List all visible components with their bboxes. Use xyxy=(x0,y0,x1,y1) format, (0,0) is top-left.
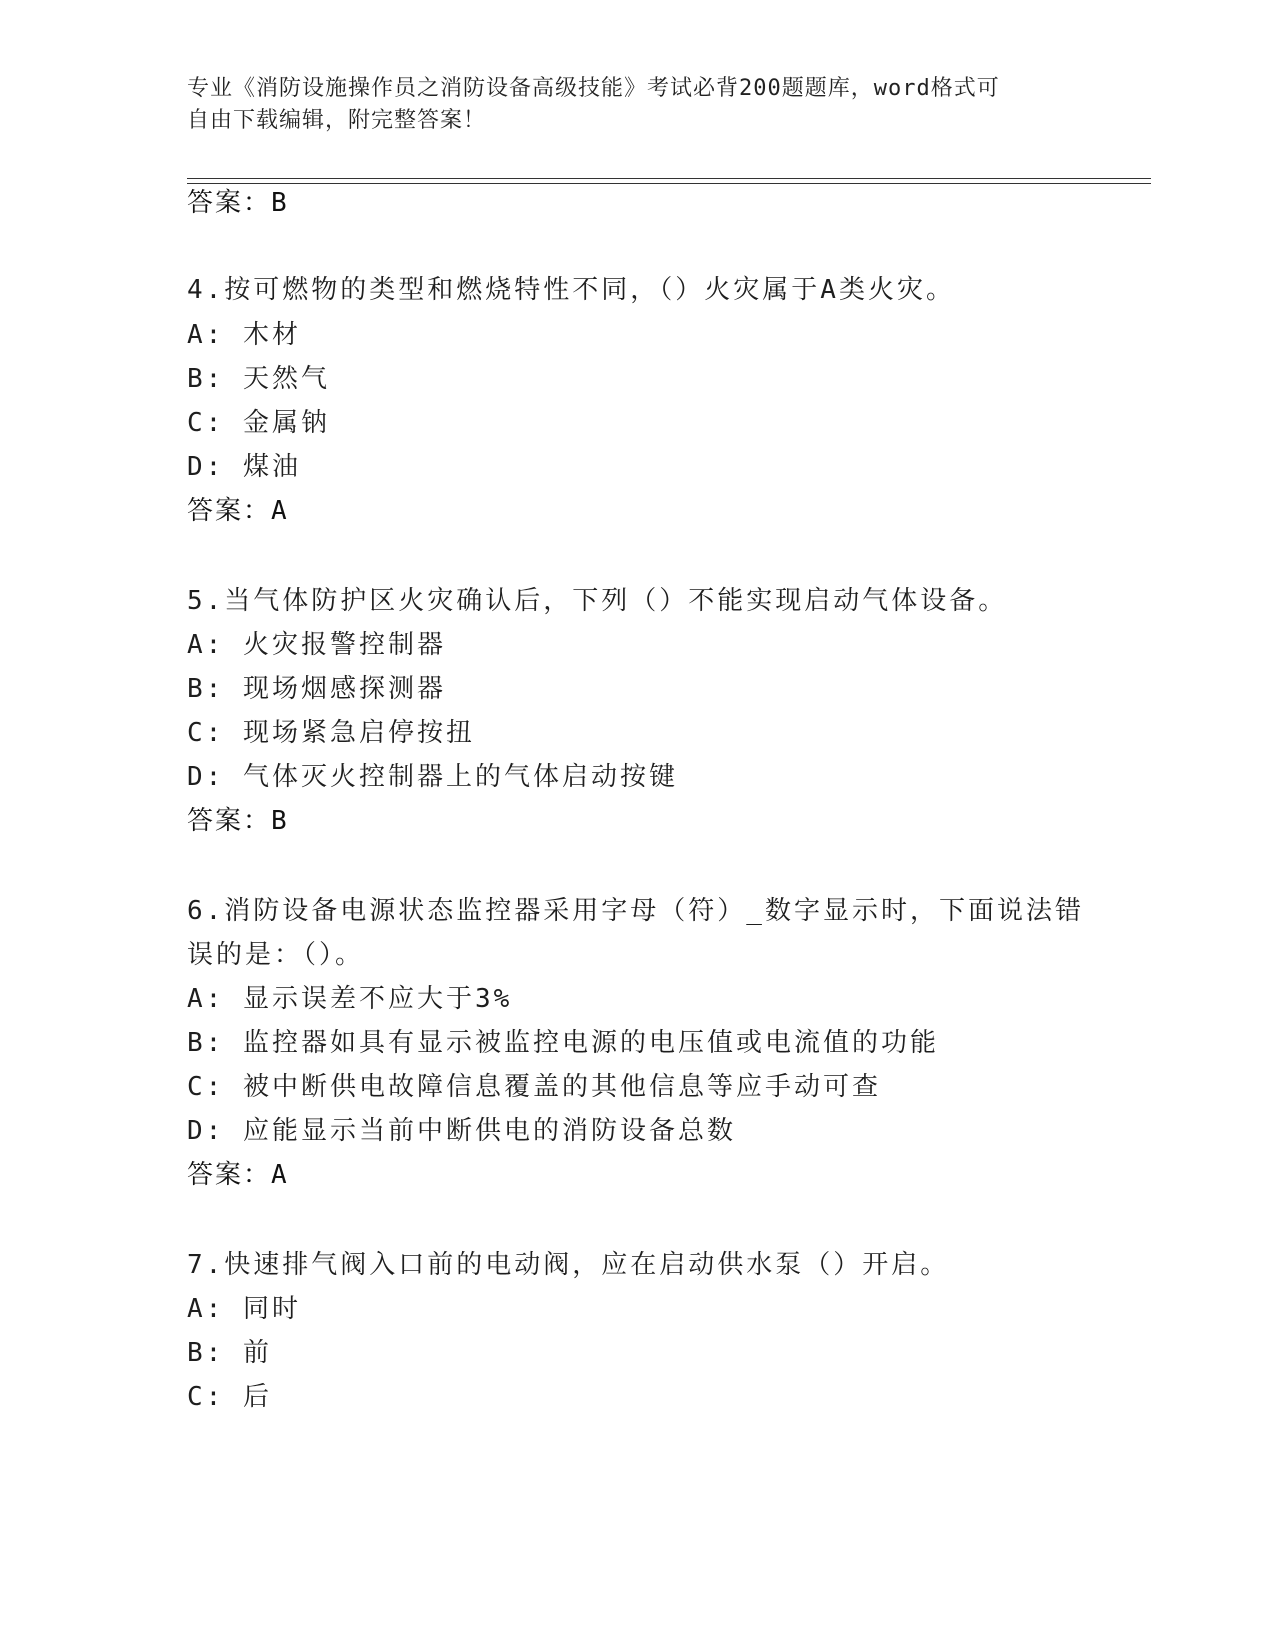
question-4-option-c: C: 金属钠 xyxy=(187,408,330,438)
header-line-1: 专业《消防设施操作员之消防设备高级技能》考试必背200题题库，word格式可 xyxy=(187,76,1000,101)
question-5-option-d: D: 气体灭火控制器上的气体启动按键 xyxy=(187,762,678,792)
question-5-answer: 答案：B xyxy=(187,806,289,836)
header-divider-bottom xyxy=(187,183,1151,184)
question-7-option-b: B: 前 xyxy=(187,1338,272,1368)
question-7-stem: 7.快速排气阀入口前的电动阀，应在启动供水泵（）开启。 xyxy=(187,1250,950,1280)
question-6-option-d: D: 应能显示当前中断供电的消防设备总数 xyxy=(187,1116,736,1146)
question-7-option-c: C: 后 xyxy=(187,1382,272,1412)
question-4-stem: 4.按可燃物的类型和燃烧特性不同，（）火灾属于A类火灾。 xyxy=(187,275,955,305)
question-4-option-b: B: 天然气 xyxy=(187,364,330,394)
question-5-option-c: C: 现场紧急启停按扭 xyxy=(187,718,475,748)
question-6-stem-line-1: 6.消防设备电源状态监控器采用字母（符）_数字显示时，下面说法错 xyxy=(187,896,1084,926)
question-4-option-a: A: 木材 xyxy=(187,320,301,350)
question-7-option-a: A: 同时 xyxy=(187,1294,301,1324)
question-6-option-c: C: 被中断供电故障信息覆盖的其他信息等应手动可查 xyxy=(187,1072,881,1102)
question-5-stem: 5.当气体防护区火灾确认后，下列（）不能实现启动气体设备。 xyxy=(187,586,1008,616)
question-4-option-d: D: 煤油 xyxy=(187,452,301,482)
question-4-answer: 答案：A xyxy=(187,496,289,526)
question-6-option-b: B: 监控器如具有显示被监控电源的电压值或电流值的功能 xyxy=(187,1028,939,1058)
document-header xyxy=(187,73,1087,137)
answer-prev: 答案：B xyxy=(187,188,289,218)
header-divider-top xyxy=(187,178,1151,179)
question-6-option-a: A: 显示误差不应大于3% xyxy=(187,984,513,1014)
question-5-option-b: B: 现场烟感探测器 xyxy=(187,674,446,704)
question-6-answer: 答案：A xyxy=(187,1160,289,1190)
header-line-2: 自由下载编辑，附完整答案！ xyxy=(187,108,487,133)
question-5-option-a: A: 火灾报警控制器 xyxy=(187,630,446,660)
question-6-stem-line-2: 误的是：（）。 xyxy=(187,940,365,970)
